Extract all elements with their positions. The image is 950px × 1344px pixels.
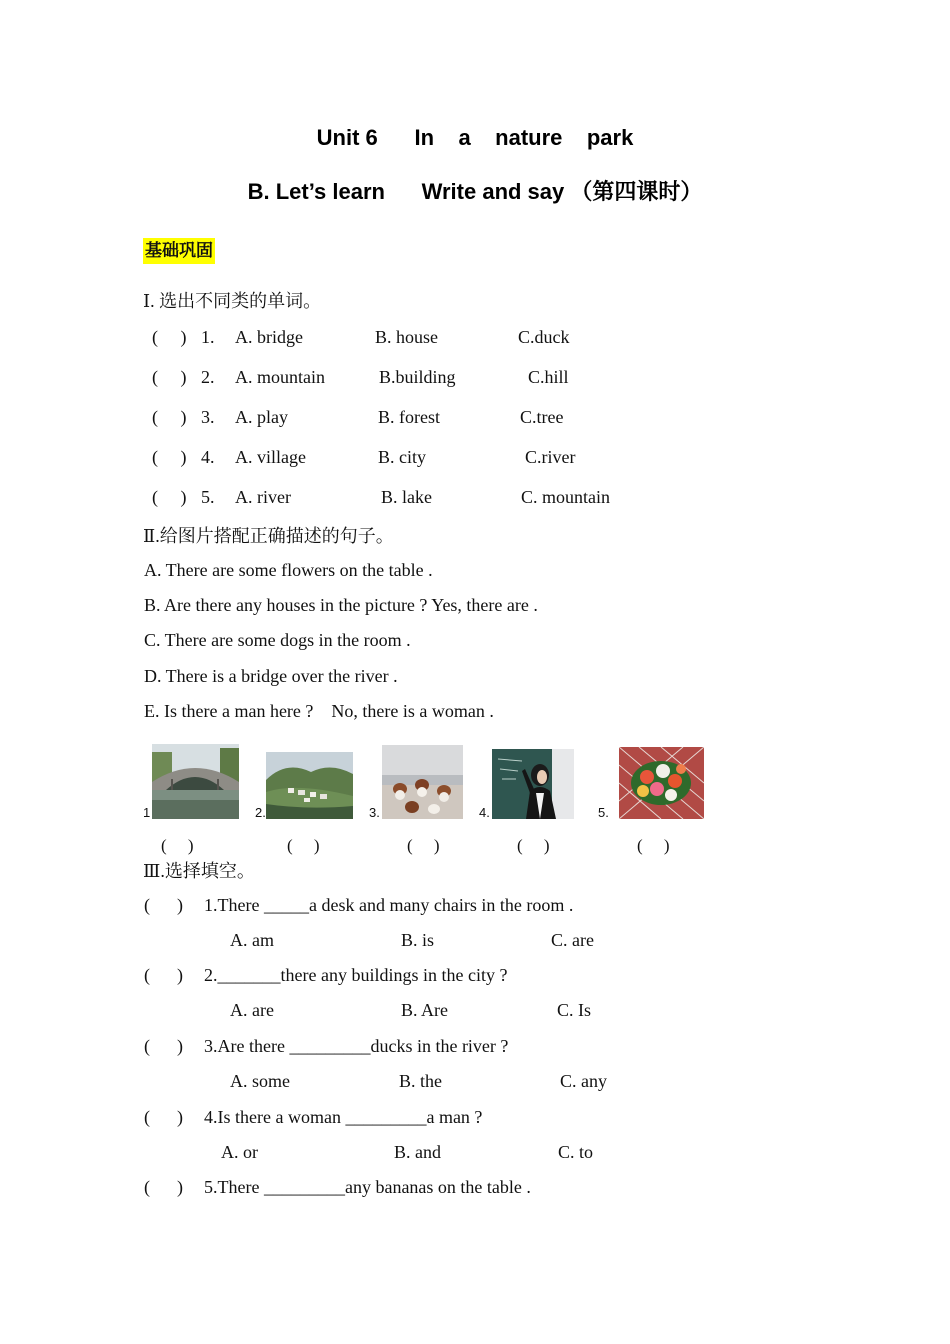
sentence-e: E. Is there a man here ? No, there is a woman . (144, 701, 494, 721)
picture-answer-paren: ( ) (637, 836, 670, 855)
woman-photo-icon (492, 749, 574, 819)
option-c: C.hill (528, 367, 569, 387)
question-text: 4.Is there a woman _________a man ? (204, 1107, 483, 1127)
answer-paren: ( ) (152, 447, 187, 467)
option-b: B. and (394, 1142, 441, 1162)
answer-paren: ( ) (144, 1107, 183, 1127)
option-a: A. or (221, 1142, 258, 1162)
option-a: A. bridge (235, 327, 303, 347)
item-number: 1. (201, 327, 215, 347)
question-text: 1.There _____a desk and many chairs in the room . (204, 895, 574, 915)
answer-paren: ( ) (152, 367, 187, 387)
picture-answer-paren: ( ) (517, 836, 550, 855)
option-a: A. am (230, 930, 274, 950)
option-c: C. are (551, 930, 594, 950)
picture-answer-paren: ( ) (161, 836, 194, 855)
question-text: 5.There _________any bananas on the table . (204, 1177, 531, 1197)
item-number: 3. (201, 407, 215, 427)
page-subtitle: B. Let’s learn Write and say （第四课时） (247, 179, 703, 204)
option-b: B. forest (378, 407, 440, 427)
option-c: C. mountain (521, 487, 610, 507)
option-a: A. village (235, 447, 306, 467)
option-c: C.tree (520, 407, 564, 427)
bridge-photo-icon (152, 744, 239, 819)
sentence-b: B. Are there any houses in the picture ? Yes, there are . (144, 595, 538, 615)
flowers-photo-icon (619, 747, 704, 819)
picture-number: 3. (369, 805, 380, 820)
option-b: B. the (399, 1071, 442, 1091)
option-b: B. Are (401, 1000, 448, 1020)
answer-paren: ( ) (152, 487, 187, 507)
option-c: C.river (525, 447, 576, 467)
answer-paren: ( ) (152, 407, 187, 427)
question-text: 2._______there any buildings in the city ? (204, 965, 508, 985)
picture-number: 4. (479, 805, 490, 820)
section3-heading: Ⅲ.选择填空。 (143, 861, 255, 881)
highlight-label: 基础巩固 (143, 238, 215, 264)
picture-number: 2. (255, 805, 266, 820)
question-text: 3.Are there _________ducks in the river ? (204, 1036, 509, 1056)
option-c: C. to (558, 1142, 594, 1162)
option-b: B. city (378, 447, 426, 467)
page-title: Unit 6 In a nature park (316, 125, 634, 150)
sentence-a: A. There are some flowers on the table . (144, 560, 433, 580)
picture-number: 1 (143, 805, 151, 820)
option-b: B.building (379, 367, 456, 387)
option-a: A. mountain (235, 367, 325, 387)
answer-paren: ( ) (144, 895, 183, 915)
answer-paren: ( ) (144, 1036, 183, 1056)
picture-number: 5. (598, 805, 609, 820)
option-c: C.duck (518, 327, 570, 347)
sentence-d: D. There is a bridge over the river . (144, 666, 398, 686)
village-photo-icon (266, 752, 353, 819)
option-b: B. lake (381, 487, 432, 507)
dogs-photo-icon (382, 745, 463, 819)
option-c: C. any (560, 1071, 607, 1091)
option-b: B. is (401, 930, 435, 950)
option-c: C. Is (557, 1000, 592, 1020)
item-number: 5. (201, 487, 215, 507)
option-a: A. play (235, 407, 288, 427)
option-a: A. river (235, 487, 291, 507)
answer-paren: ( ) (144, 1177, 183, 1197)
answer-paren: ( ) (144, 965, 183, 985)
picture-answer-paren: ( ) (407, 836, 440, 855)
picture-answer-paren: ( ) (287, 836, 320, 855)
sentence-c: C. There are some dogs in the room . (144, 630, 411, 650)
answer-paren: ( ) (152, 327, 187, 347)
section2-heading: Ⅱ.给图片搭配正确描述的句子。 (143, 526, 394, 546)
section1-heading: Ⅰ. 选出不同类的单词。 (143, 291, 322, 311)
option-a: A. are (230, 1000, 274, 1020)
item-number: 4. (201, 447, 215, 467)
option-b: B. house (375, 327, 438, 347)
option-a: A. some (230, 1071, 290, 1091)
item-number: 2. (201, 367, 215, 387)
